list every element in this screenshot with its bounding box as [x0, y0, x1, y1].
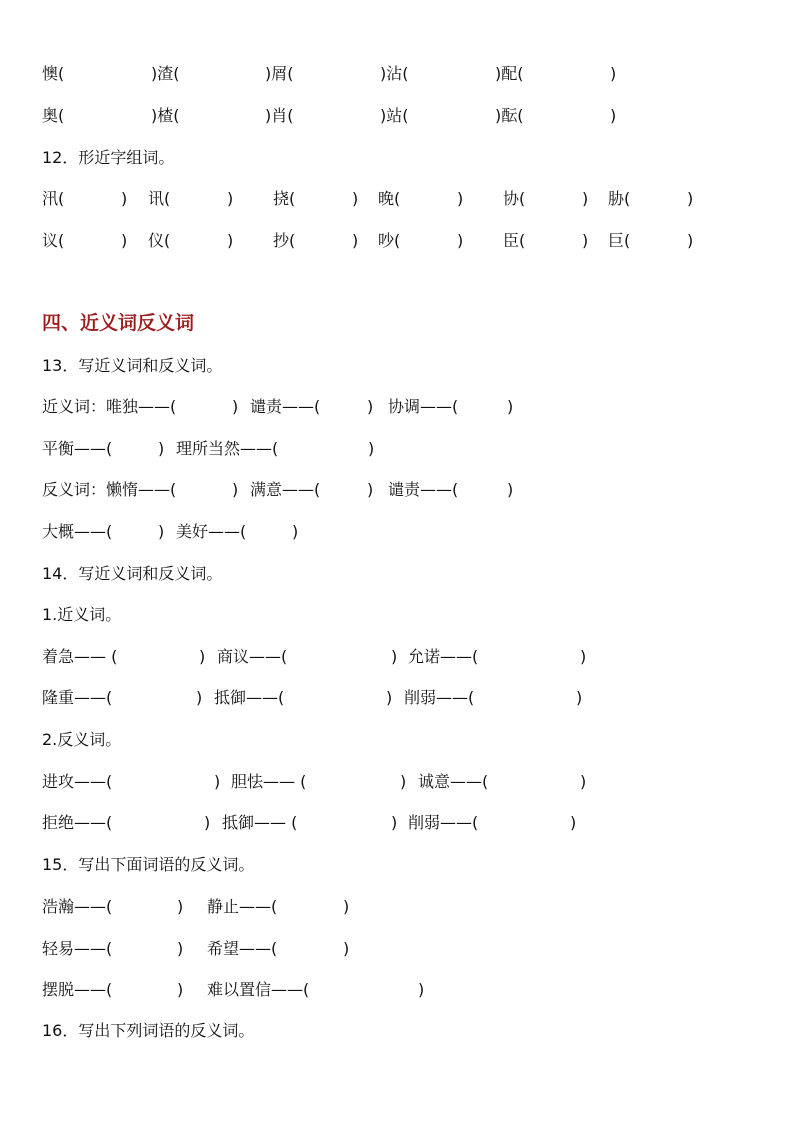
row-13-cell-4: ) [343, 897, 350, 916]
row-2-cell-2: )楂( [151, 106, 180, 125]
row-10-cell-2: ) [196, 688, 203, 707]
row-5-cell-2: ) [232, 397, 239, 416]
row-1-cell-6: ) [610, 64, 617, 83]
question-16 [0, 1018, 794, 1044]
row-15-cell-4: ) [418, 980, 425, 999]
row-3-cell-3: 讯( [148, 189, 171, 208]
row-15-cell-3: 难以置信——( [207, 980, 310, 999]
row-3-cell-10: ) [582, 189, 589, 208]
row-3-cell-8: ) [457, 189, 464, 208]
row-11-cell-4: ) [400, 772, 407, 791]
row-12 [0, 810, 794, 836]
subheading-2 [0, 727, 794, 753]
row-7-cell-1: 反义词：懒惰——( [42, 480, 177, 499]
row-14-cell-2: ) [177, 939, 184, 958]
question-14 [0, 561, 794, 587]
row-7-cell-6: ) [507, 480, 514, 499]
row-9-cell-5: 允诺——( [408, 647, 479, 666]
row-3-cell-9: 协( [503, 189, 526, 208]
question-16-text: 16．写出下列词语的反义词。 [42, 1021, 255, 1040]
row-14-cell-4: ) [343, 939, 350, 958]
row-8-cell-3: 美好——( [176, 522, 247, 541]
row-3-cell-12: ) [687, 189, 694, 208]
row-1-cell-3: )屑( [265, 64, 294, 83]
row-1-cell-5: )配( [495, 64, 524, 83]
subheading-1 [0, 602, 794, 628]
row-14-cell-1: 轻易——( [42, 939, 113, 958]
question-15 [0, 852, 794, 878]
row-10 [0, 685, 794, 711]
row-2-cell-1: 奥( [42, 106, 65, 125]
row-1-cell-1: 懊( [42, 64, 65, 83]
row-15-cell-1: 摆脱——( [42, 980, 113, 999]
question-13 [0, 353, 794, 379]
row-10-cell-5: 削弱——( [404, 688, 475, 707]
row-1-cell-4: )沾( [380, 64, 409, 83]
question-14-text: 14．写近义词和反义词。 [42, 564, 223, 583]
row-4-cell-9: 臣( [503, 231, 526, 250]
row-14-cell-3: 希望——( [207, 939, 278, 958]
row-6 [0, 436, 794, 462]
row-12-cell-2: ) [204, 813, 211, 832]
row-4-cell-7: 吵( [378, 231, 401, 250]
row-2-cell-5: )酝( [495, 106, 524, 125]
row-6-cell-2: ) [158, 439, 165, 458]
row-3-cell-7: 晚( [378, 189, 401, 208]
row-12-cell-6: ) [570, 813, 577, 832]
row-10-cell-1: 隆重——( [42, 688, 113, 707]
row-7 [0, 477, 794, 503]
row-1-cell-2: )渣( [151, 64, 180, 83]
row-11-cell-1: 进攻——( [42, 772, 113, 791]
row-5-cell-1: 近义词：唯独——( [42, 397, 177, 416]
row-13 [0, 894, 794, 920]
row-5-cell-5: 协调——( [388, 397, 459, 416]
row-8-cell-4: ) [292, 522, 299, 541]
question-15-text: 15．写出下面词语的反义词。 [42, 855, 255, 874]
row-3 [0, 186, 794, 212]
row-4-cell-5: 抄( [273, 231, 296, 250]
row-12-cell-5: 削弱——( [408, 813, 479, 832]
row-10-cell-4: ) [386, 688, 393, 707]
row-13-cell-3: 静止——( [207, 897, 278, 916]
row-8 [0, 519, 794, 545]
row-9-cell-4: ) [391, 647, 398, 666]
row-11-cell-2: ) [214, 772, 221, 791]
row-6-cell-3: 理所当然——( [176, 439, 279, 458]
row-10-cell-6: ) [576, 688, 583, 707]
row-9-cell-1: 着急—— ( [42, 647, 118, 666]
row-2-cell-4: )站( [380, 106, 409, 125]
row-11-cell-3: 胆怯—— ( [231, 772, 307, 791]
row-10-cell-3: 抵御——( [214, 688, 285, 707]
question-12-text: 12．形近字组词。 [42, 148, 175, 167]
row-2-cell-3: )肖( [265, 106, 294, 125]
row-15-cell-2: ) [177, 980, 184, 999]
row-3-cell-5: 挠( [273, 189, 296, 208]
row-4-cell-6: ) [352, 231, 359, 250]
row-3-cell-1: 汛( [42, 189, 65, 208]
row-7-cell-3: 满意——( [250, 480, 321, 499]
subheading-2-text: 2.反义词。 [42, 730, 122, 749]
row-9 [0, 644, 794, 670]
row-4-cell-8: ) [457, 231, 464, 250]
question-13-text: 13．写近义词和反义词。 [42, 356, 223, 375]
row-6-cell-4: ) [368, 439, 375, 458]
subheading-1-text: 1.近义词。 [42, 605, 122, 624]
row-12-cell-4: ) [391, 813, 398, 832]
row-9-cell-2: ) [199, 647, 206, 666]
section-heading: 四、近义词反义词 [42, 312, 195, 334]
row-11 [0, 769, 794, 795]
row-7-cell-2: ) [232, 480, 239, 499]
row-12-cell-3: 抵御—— ( [222, 813, 298, 832]
row-4-cell-11: 巨( [608, 231, 631, 250]
row-5-cell-4: ) [367, 397, 374, 416]
row-2 [0, 103, 794, 129]
row-4-cell-1: 议( [42, 231, 65, 250]
row-3-cell-4: ) [227, 189, 234, 208]
row-9-cell-3: 商议——( [217, 647, 288, 666]
row-4-cell-12: ) [687, 231, 694, 250]
row-4-cell-3: 仪( [148, 231, 171, 250]
row-5 [0, 394, 794, 420]
row-4 [0, 228, 794, 254]
row-5-cell-3: 谴责——( [250, 397, 321, 416]
row-3-cell-2: ) [121, 189, 128, 208]
row-3-cell-11: 胁( [608, 189, 631, 208]
row-11-cell-5: 诚意——( [418, 772, 489, 791]
row-8-cell-1: 大概——( [42, 522, 113, 541]
row-7-cell-5: 谴责——( [388, 480, 459, 499]
row-7-cell-4: ) [367, 480, 374, 499]
row-2-cell-6: ) [610, 106, 617, 125]
row-3-cell-6: ) [352, 189, 359, 208]
row-15 [0, 977, 794, 1003]
row-4-cell-4: ) [227, 231, 234, 250]
row-9-cell-6: ) [580, 647, 587, 666]
row-8-cell-2: ) [158, 522, 165, 541]
row-4-cell-2: ) [121, 231, 128, 250]
row-1 [0, 61, 794, 87]
row-5-cell-6: ) [507, 397, 514, 416]
row-4-cell-10: ) [582, 231, 589, 250]
row-14 [0, 936, 794, 962]
row-13-cell-1: 浩瀚——( [42, 897, 113, 916]
row-12-cell-1: 拒绝——( [42, 813, 113, 832]
row-6-cell-1: 平衡——( [42, 439, 113, 458]
row-13-cell-2: ) [177, 897, 184, 916]
row-11-cell-6: ) [580, 772, 587, 791]
question-12 [0, 145, 794, 171]
